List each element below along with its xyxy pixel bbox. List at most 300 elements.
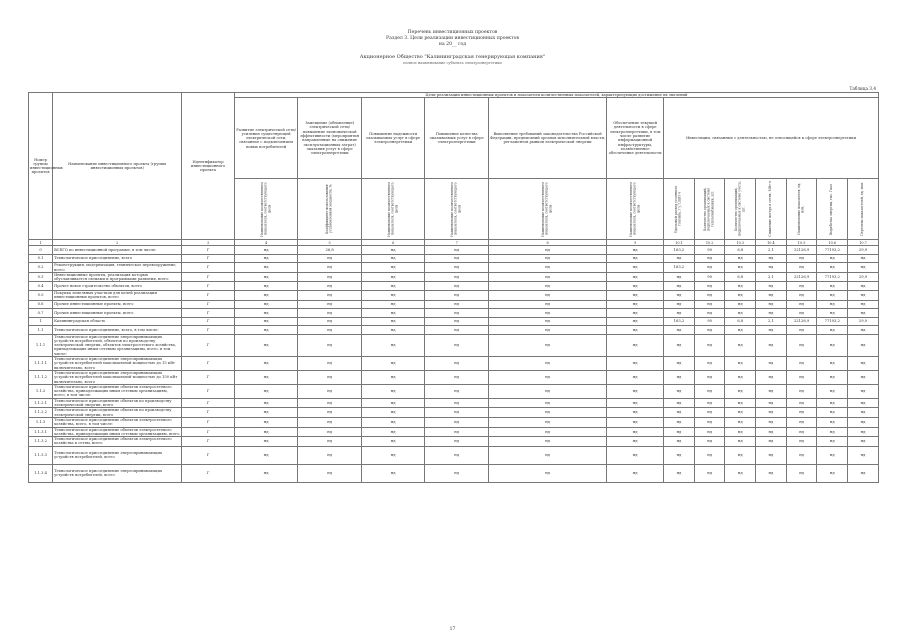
row-value: нд (848, 334, 879, 356)
goal-header-2: Замещение (обновление) электрической сети/повышение экономической эффективности (мероприятия направленные на снижение эксплуатационных затрат) оказания услуг в сфере электроэнергетики (298, 98, 362, 179)
row-value: нд (694, 464, 725, 482)
row-value: нд (725, 417, 756, 427)
row-value: нд (298, 464, 362, 482)
row-name: Прочие инвестиционные проекты, всего (53, 309, 182, 318)
indicator-header (361, 179, 425, 240)
row-identifier: Г (182, 263, 235, 273)
row-value: нд (488, 263, 606, 273)
row-value: нд (848, 408, 879, 418)
row-value: нд (425, 272, 489, 282)
row-name: Технологическое присоединение, всего (53, 254, 182, 263)
row-value: нд (298, 317, 362, 326)
row-value: нд (234, 408, 298, 418)
table-number: Таблица 3.4 (849, 86, 876, 91)
row-number: 1.1 (29, 326, 53, 335)
row-value: нд (694, 417, 725, 427)
indicator-header-text: Наименование количественного показателя, соответствующего цели (386, 181, 398, 237)
row-value: нд (848, 254, 879, 263)
goal-header-6: Обеспечение текущей деятельности в сфере электроэнергетики, в том числе развитие информационной инфраструктуры, хозяйственное обеспечение деятельности (607, 98, 664, 179)
row-value: нд (817, 309, 848, 318)
row-value: нд (664, 357, 695, 371)
row-value: 22126,9 (786, 272, 817, 282)
table-row (29, 417, 879, 427)
table-row (29, 334, 879, 356)
row-value: нд (848, 290, 879, 300)
row-value: нд (725, 254, 756, 263)
row-value: 29,9 (848, 272, 879, 282)
row-value: нд (488, 317, 606, 326)
row-name: Технологическое присоединение, всего, в том числе: (53, 326, 182, 335)
row-number: 0 (29, 246, 53, 255)
row-value: нд (817, 446, 848, 464)
row-value: нд (725, 290, 756, 300)
row-value: нд (817, 427, 848, 437)
row-value: нд (725, 357, 756, 371)
table-row (29, 427, 879, 437)
row-value: нд (607, 309, 664, 318)
row-value: нд (425, 398, 489, 408)
row-value: нд (664, 408, 695, 418)
row-identifier: Г (182, 334, 235, 356)
indicator-header-text: Коэффициент использования установленной мощности, % (324, 184, 333, 235)
row-value: нд (607, 326, 664, 335)
row-value: нд (848, 446, 879, 464)
investment-goals-table (28, 92, 879, 483)
column-number: 7 (425, 240, 489, 246)
row-identifier: Г (182, 446, 235, 464)
row-number: 1.1.1.2 (29, 370, 53, 384)
row-name: Инвестиционные проекты, реализация которых обуславливается схемами и программами развития, всего (53, 272, 182, 282)
row-identifier: Г (182, 309, 235, 318)
indicator-header-text: Наименование количественного показателя, соответствующего цели (259, 181, 271, 237)
row-name: Технологическое присоединение энергопринимающих устройств потребителей, объектов по производству электрической энергии, объектов электросетевого хозяйства, принадлежащих иным сетевым организациям, всего, в том числе: (53, 334, 182, 356)
row-value: нд (694, 309, 725, 318)
indicator-header (488, 179, 606, 240)
row-value: нд (425, 246, 489, 255)
row-value: нд (756, 417, 787, 427)
row-value: нд (664, 370, 695, 384)
row-value: 90 (694, 317, 725, 326)
row-value: нд (425, 254, 489, 263)
row-name: Технологическое присоединение энергопринимающих устройств потребителей максимальной мощностью до 15 кВт включительно, всего (53, 357, 182, 371)
row-value: нд (607, 446, 664, 464)
row-value: нд (848, 300, 879, 309)
row-value: нд (607, 370, 664, 384)
row-value: нд (848, 464, 879, 482)
row-value: нд (725, 309, 756, 318)
row-value: нд (425, 427, 489, 437)
table-row (29, 446, 879, 464)
row-value: нд (607, 272, 664, 282)
indicator-header (425, 179, 489, 240)
row-value: нд (786, 334, 817, 356)
row-value: нд (756, 370, 787, 384)
indicator-header (234, 179, 298, 240)
row-identifier: Г (182, 246, 235, 255)
row-identifier: Г (182, 464, 235, 482)
row-value: нд (786, 290, 817, 300)
indicator-header-text: Количество организаций, подключаемых к системе теплоснабжения, шт. (703, 187, 715, 232)
row-value: нд (817, 398, 848, 408)
row-value: 29,9 (848, 317, 879, 326)
table-row (29, 309, 879, 318)
row-value: нд (234, 326, 298, 335)
row-value: нд (817, 384, 848, 398)
row-value: нд (848, 357, 879, 371)
row-value: нд (607, 408, 664, 418)
row-value: 6,8 (725, 246, 756, 255)
row-value: нд (848, 384, 879, 398)
row-value: нд (234, 357, 298, 371)
row-value: нд (488, 417, 606, 427)
indicator-header-text: Перечень показателей, ед. изм. (860, 182, 865, 237)
row-value: нд (234, 290, 298, 300)
indicator-header (848, 179, 879, 240)
row-value: нд (817, 357, 848, 371)
row-value: нд (234, 334, 298, 356)
row-value: нд (234, 427, 298, 437)
row-value: 22126,9 (786, 317, 817, 326)
row-identifier: Г (182, 282, 235, 291)
row-value: нд (298, 334, 362, 356)
row-value: нд (298, 357, 362, 371)
row-value: нд (694, 290, 725, 300)
row-value: 2,1 (756, 272, 787, 282)
row-value: нд (361, 417, 425, 427)
goal-header-1: Развитие электрической сети/усиление существующей электрической сети, связанное с подключением новых потребителей (234, 98, 298, 179)
row-value: нд (725, 427, 756, 437)
row-value: нд (756, 254, 787, 263)
row-value: нд (298, 300, 362, 309)
table-row (29, 246, 879, 255)
row-value: 22126,9 (786, 246, 817, 255)
table-row (29, 300, 879, 309)
row-value: нд (298, 290, 362, 300)
row-value: нд (425, 290, 489, 300)
heading-line-2: Раздел 3. Цели реализации инвестиционных проектов (386, 36, 519, 42)
row-value: нд (786, 357, 817, 371)
row-value: нд (664, 290, 695, 300)
row-value: нд (664, 272, 695, 282)
row-value: нд (488, 290, 606, 300)
row-number: 1.1.3.3 (29, 446, 53, 464)
row-value: нд (488, 282, 606, 291)
row-value: нд (488, 300, 606, 309)
row-number: 1.1.3.4 (29, 464, 53, 482)
goal-header-5: Выполнение требований законодательства Российской Федерации, предписаний органов исполнительной власти, регламентов рынков электрической энергии (488, 98, 606, 179)
heading-line-1: Перечень инвестиционных проектов (407, 30, 498, 35)
table-row (29, 398, 879, 408)
row-number: 1.1.3.1 (29, 427, 53, 437)
row-name: Технологическое присоединение объектов электросетевого хозяйства, всего, в том числе: (53, 417, 182, 427)
row-value: нд (234, 446, 298, 464)
row-value: нд (361, 357, 425, 371)
row-value: нд (694, 282, 725, 291)
row-value: нд (488, 272, 606, 282)
row-value: нд (694, 300, 725, 309)
row-value: нд (298, 437, 362, 447)
row-value: нд (786, 446, 817, 464)
row-value: 26,8 (298, 246, 362, 255)
row-value: нд (756, 384, 787, 398)
indicator-header-text: Количество организаций, подключаемых к системе учета, шт. (733, 181, 746, 237)
row-value: нд (488, 437, 606, 447)
row-value: нд (817, 334, 848, 356)
row-value: нд (817, 464, 848, 482)
row-value: нд (234, 398, 298, 408)
row-value: нд (664, 398, 695, 408)
row-value: нд (425, 334, 489, 356)
row-value: нд (488, 357, 606, 371)
row-value: нд (725, 398, 756, 408)
row-value: нд (234, 282, 298, 291)
indicator-header (694, 179, 725, 240)
row-identifier: Г (182, 272, 235, 282)
row-number: 1.1.3 (29, 417, 53, 427)
row-name: Покупка земельных участков для целей реализации инвестиционных проектов, всего (53, 290, 182, 300)
row-value: нд (694, 446, 725, 464)
row-value: нд (756, 334, 787, 356)
page-number: 17 (449, 627, 456, 632)
table-row (29, 282, 879, 291)
row-value: нд (694, 437, 725, 447)
row-value: нд (607, 427, 664, 437)
row-value: нд (361, 446, 425, 464)
heading-line-3: на 20__ год (438, 42, 467, 48)
row-value: нд (488, 326, 606, 335)
row-value: нд (234, 246, 298, 255)
row-value: 29,9 (848, 246, 879, 255)
row-value: нд (607, 384, 664, 398)
row-value: нд (756, 282, 787, 291)
row-value: нд (756, 408, 787, 418)
row-name: Технологическое присоединение объектов электросетевого хозяйства, принадлежащих иным сетевым организациям, всего (53, 427, 182, 437)
column-number: 10.5 (786, 240, 817, 246)
row-value: нд (607, 263, 664, 273)
row-value: нд (234, 464, 298, 482)
row-value: нд (361, 384, 425, 398)
goal-header-7: Инвестиции, связанные с деятельностью, не относящейся к сфере электроэнергетики (664, 98, 879, 179)
row-value: нд (607, 254, 664, 263)
document-heading (0, 30, 905, 66)
row-value: 6,8 (725, 317, 756, 326)
row-value: нд (817, 417, 848, 427)
row-value: нд (488, 334, 606, 356)
row-value: нд (817, 263, 848, 273)
indicator-header (725, 179, 756, 240)
row-value: нд (425, 408, 489, 418)
row-value: нд (694, 357, 725, 371)
row-value: нд (725, 446, 756, 464)
row-value: нд (786, 370, 817, 384)
row-name: Технологическое присоединение объектов по производству электрической энергии, всего (53, 398, 182, 408)
row-number: 0.4 (29, 282, 53, 291)
row-name: Прочие инвестиционные проекты, всего (53, 300, 182, 309)
row-value: нд (664, 464, 695, 482)
column-number: 4 (234, 240, 298, 246)
row-value: нд (234, 370, 298, 384)
row-name: Калининградская область (53, 317, 182, 326)
row-value: нд (664, 437, 695, 447)
indicator-header (664, 179, 695, 240)
row-value: нд (786, 427, 817, 437)
row-value: нд (298, 272, 362, 282)
column-number: 8 (488, 240, 606, 246)
row-name: Технологическое присоединение объектов электросетевого хозяйства, принадлежащих иным сетевым организациям, всего, в том числе: (53, 384, 182, 398)
row-value: нд (786, 464, 817, 482)
row-value: нд (425, 263, 489, 273)
row-value: нд (298, 254, 362, 263)
row-value: нд (488, 464, 606, 482)
row-value: нд (361, 437, 425, 447)
row-value: нд (298, 326, 362, 335)
table-row (29, 370, 879, 384)
row-value: нд (664, 282, 695, 291)
row-value: нд (848, 326, 879, 335)
row-value: нд (488, 246, 606, 255)
row-value: нд (298, 384, 362, 398)
row-identifier: Г (182, 398, 235, 408)
row-value: нд (425, 357, 489, 371)
row-value: нд (725, 300, 756, 309)
row-value: нд (361, 300, 425, 309)
row-value: нд (361, 326, 425, 335)
table-row (29, 464, 879, 482)
row-value: нд (361, 309, 425, 318)
row-value: нд (425, 282, 489, 291)
row-value: нд (694, 384, 725, 398)
indicator-header-text: Наименование количественного показателя, соответствующего цели (628, 181, 640, 237)
organization-name: Акционерное Общество "Калининградская генерирующая компания" (359, 53, 546, 60)
row-value: нд (725, 464, 756, 482)
row-number: 0.3 (29, 272, 53, 282)
row-value: нд (664, 417, 695, 427)
row-value: нд (361, 246, 425, 255)
row-value: нд (756, 263, 787, 273)
row-number: 1.1.2 (29, 384, 53, 398)
row-value: нд (361, 263, 425, 273)
indicator-header (817, 179, 848, 240)
row-value: нд (361, 408, 425, 418)
row-number: 1.1.2.1 (29, 398, 53, 408)
row-value: нд (817, 408, 848, 418)
row-value: нд (817, 290, 848, 300)
row-value: нд (664, 334, 695, 356)
row-value: нд (848, 398, 879, 408)
row-value: нд (607, 464, 664, 482)
row-name: Технологическое присоединение энергопринимающих устройств потребителей, всего (53, 464, 182, 482)
row-number: 0.2 (29, 263, 53, 273)
column-number: 5 (298, 240, 362, 246)
row-value: нд (607, 282, 664, 291)
row-value: нд (298, 309, 362, 318)
row-value: нд (425, 437, 489, 447)
row-value: нд (488, 427, 606, 437)
row-value: нд (607, 290, 664, 300)
table-row (29, 357, 879, 371)
row-value: нд (817, 437, 848, 447)
row-value: нд (607, 417, 664, 427)
row-number: 1.1.2.2 (29, 408, 53, 418)
row-value: нд (298, 427, 362, 437)
row-value: нд (607, 334, 664, 356)
table-row (29, 263, 879, 273)
row-value: 77193,2 (817, 317, 848, 326)
row-value: нд (848, 427, 879, 437)
row-value: нд (361, 427, 425, 437)
row-value: нд (817, 254, 848, 263)
column-number: 6 (361, 240, 425, 246)
row-value: нд (234, 272, 298, 282)
row-value: нд (756, 290, 787, 300)
row-value: 163,2 (664, 246, 695, 255)
row-value: нд (725, 384, 756, 398)
row-value: нд (664, 254, 695, 263)
row-identifier: Г (182, 326, 235, 335)
row-value: нд (488, 446, 606, 464)
indicator-header-text: Удельный расход условного топлива, г у.т./кВт·ч (674, 185, 682, 233)
column-number: 3 (182, 240, 235, 246)
row-value: нд (361, 370, 425, 384)
column-number: 9 (607, 240, 664, 246)
row-value: нд (234, 317, 298, 326)
row-value: нд (786, 437, 817, 447)
row-number: 1 (29, 317, 53, 326)
row-value: нд (817, 370, 848, 384)
row-value: нд (425, 309, 489, 318)
row-value: нд (298, 446, 362, 464)
row-value: нд (488, 398, 606, 408)
row-value: нд (488, 254, 606, 263)
row-value: нд (607, 317, 664, 326)
table-row (29, 326, 879, 335)
row-value: нд (817, 326, 848, 335)
row-name: ВСЕГО по инвестиционной программе, в том числе: (53, 246, 182, 255)
row-value: 2,1 (756, 246, 787, 255)
row-name: Технологическое присоединение объектов электросетевого хозяйства к сетям, всего (53, 437, 182, 447)
indicator-header-text: Наименование показателя, ед. изм. (796, 183, 805, 236)
row-value: 163,2 (664, 263, 695, 273)
row-value: нд (786, 398, 817, 408)
row-value: нд (298, 370, 362, 384)
row-identifier: Г (182, 370, 235, 384)
row-number: 0.5 (29, 290, 53, 300)
column-number: 10.3 (725, 240, 756, 246)
column-number: 10.1 (664, 240, 695, 246)
goal-header-4: Повышение качества оказываемых услуг в сфере электроэнергетики (425, 98, 489, 179)
row-value: 6,8 (725, 272, 756, 282)
row-value: нд (664, 309, 695, 318)
row-value: нд (234, 384, 298, 398)
row-value: нд (786, 254, 817, 263)
row-value: нд (298, 263, 362, 273)
row-value: нд (361, 282, 425, 291)
row-value: нд (361, 272, 425, 282)
row-value: нд (361, 464, 425, 482)
row-value: нд (725, 370, 756, 384)
row-value: нд (361, 334, 425, 356)
column-number: 10.7 (848, 240, 879, 246)
row-value: нд (234, 263, 298, 273)
goal-header-3: Повышение надежности оказываемых услуг в сфере электроэнергетики (361, 98, 425, 179)
row-value: нд (234, 300, 298, 309)
row-value: нд (488, 408, 606, 418)
row-value: нд (848, 437, 879, 447)
row-value: нд (361, 254, 425, 263)
indicator-header-text: Выработка энергии, тыс. Гкал (829, 183, 834, 235)
table-row (29, 437, 879, 447)
row-number: 0.1 (29, 254, 53, 263)
